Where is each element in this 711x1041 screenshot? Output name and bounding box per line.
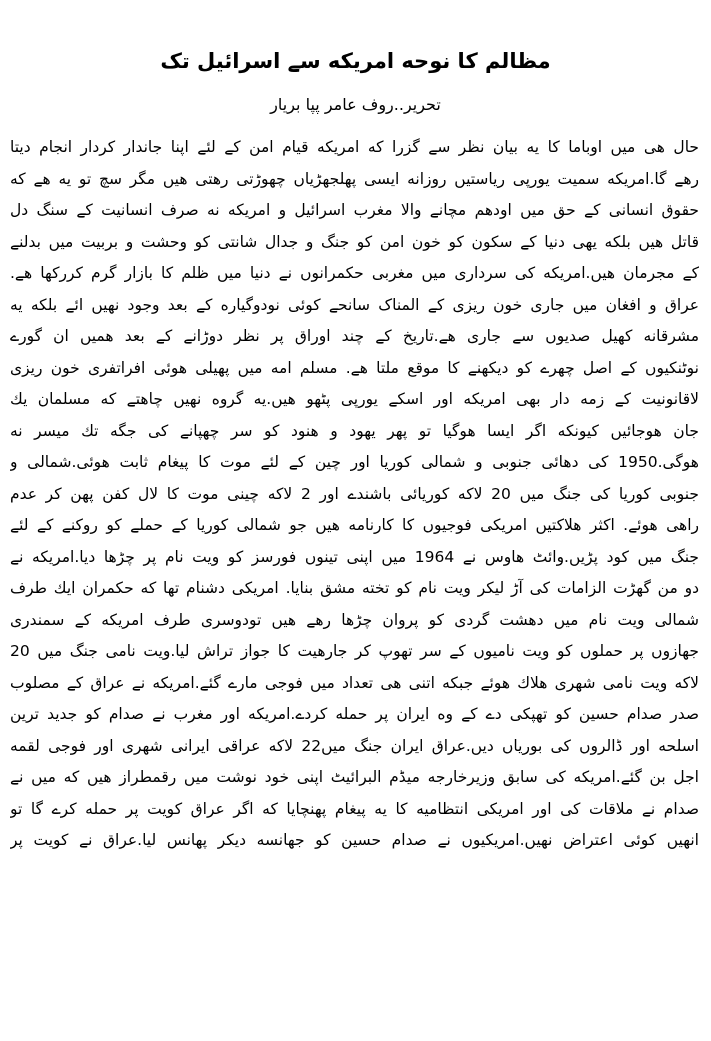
body-line: اجل بن گئے.امریکه کی سابق وزیرخارجه میڈم البرائیٹ اپنی خود نوشت میں رقمطراز هیں که میں نے: [10, 768, 699, 786]
body-line: قاتل هیں بلکه یهی دنیا کے سکون کو خون امن کو جنگ و جدال شانتی کو وحشت و بربیت میں بدلنے: [10, 232, 699, 251]
article-title: مظالم کا نوحه امریکه سے اسرائیل تک: [160, 49, 551, 73]
body-line: حال هی میں اوباما کا یه بیان نظر سے گزرا که امریکه قیام امن کے لئے اپنا جاندار کردار انجام دیتا: [10, 138, 699, 156]
body-line: کے مجرمان هیں.امریکه کی سرداری میں مغربی حکمرانوں نے دنیا میں ظلم کا بازار گرم کررکها هے.: [10, 264, 699, 282]
article-byline: تحریر..روف عامر پپا بریار: [270, 95, 441, 114]
body-line: صدام نے ملاقات کی اور امریکی انتظامیه کا یه پیغام پهنچایا که اگر عراق کویت پر حمله کرے گا تو: [10, 799, 699, 818]
article-body: [10, 132, 699, 857]
body-line: جهازوں پر حملوں کو ویت نامیوں کے سر تهوپ کر جارهیت کا جواز تراش لیا.ویت نامی جنگ میں 20: [10, 642, 699, 660]
body-line: جان هوجائیں کیونکه اگر ایسا هوگیا تو پهر یهود و هنود کو سر چهپانے کی جگه تك میسر نه: [10, 421, 699, 440]
body-line: جنگ میں کود پڑیں.وائٹ هاوس نے 1964 میں اپنی تینوں فورسز کو ویت نام پر چڑها دیا.امریکه نے: [10, 547, 699, 566]
body-line: شمالی ویت نام میں دهشت گردی کو پروان چڑها رهے هیں تودوسری طرف امریکه کے سمندری: [10, 610, 699, 629]
body-line: دو من گهڑت الزامات کی آڑ لیکر ویت نام کو تخته مشق بنایا. امریکی دشنام تها که حکمران ایك طرف: [10, 579, 699, 597]
body-line: لاقانونیت کے زمه دار بهی امریکه اور اسکے یورپی پٹهو هیں.یه گروه نهیں چاهتے که مسلمان یك: [10, 390, 699, 408]
body-line: انهیں کوئی اعتراض نهیں.امریکیوں نے صدام حسین کو جهانسه دیکر پهانس لیا.عراق نے کویت پر: [10, 831, 699, 849]
body-line: عراق و افغان میں جاری خون ریزی کے المناک سانحے کوئی نودوگیاره کے بعد وجود نهیں ائے بلکه یه: [10, 295, 699, 314]
body-line: اسلحه اور ڈالروں کی بوریاں دیں.عراق ایران جنگ میں22 لاکه عراقی ایرانی شهری اور فوجی لقمه: [10, 736, 699, 755]
body-line: صدر صدام حسین کو تهپکی دے کے وه ایران پر حمله کردے.امریکه اور مغرب نے صدام کو جدید ترین: [10, 705, 699, 723]
body-line: جنوبی کوریا کی جنگ میں 20 لاکه کوریائی باشندے اور 2 لاکه چینی موت کا لال کفن پهن کر عدم: [10, 484, 699, 503]
body-line: نوٹنکیوں کے اصل چهرے کو دیکهنے کا موقع ملتا هے. مسلم امه میں پهیلی هوئی افراتفری خون ریزی: [10, 358, 699, 377]
body-line: لاکه ویت نامی شهری هلاك هوئے جبکه اتنی هی تعداد میں فوجی مارے گئے.امریکه نے عراق کے مصلوب: [10, 673, 699, 692]
body-line: رهے گا.امریکه سمیت یورپی ریاستیں روزانه ایسی پهلجهڑیاں چهوڑتی رهتی هیں مگر سچ تو یه هے که: [10, 169, 699, 188]
body-line: راهی هوئے. اکثر هلاکتیں امریکی فوجیوں کا کارنامه هیں جو شمالی کوریا کے حملے کو روکنے کے لئے: [10, 516, 699, 534]
body-line: حقوق انسانی کے حق میں اودهم مچانے والا مغرب اسرائیل و امریکه نه صرف انسانیت کے سنگ دل: [10, 201, 699, 219]
body-line: هوگی.1950 کی دهائی جنوبی و شمالی کوریا اور چین کے لئے موت کا پیغام ثابت هوئی.شمالی و: [10, 453, 699, 471]
body-line: مشرقانه کهیل صدیوں سے جاری هے.تاریخ کے چند اوراق پر نظر دوڑانے کے بعد همیں ان گورے: [10, 327, 699, 345]
